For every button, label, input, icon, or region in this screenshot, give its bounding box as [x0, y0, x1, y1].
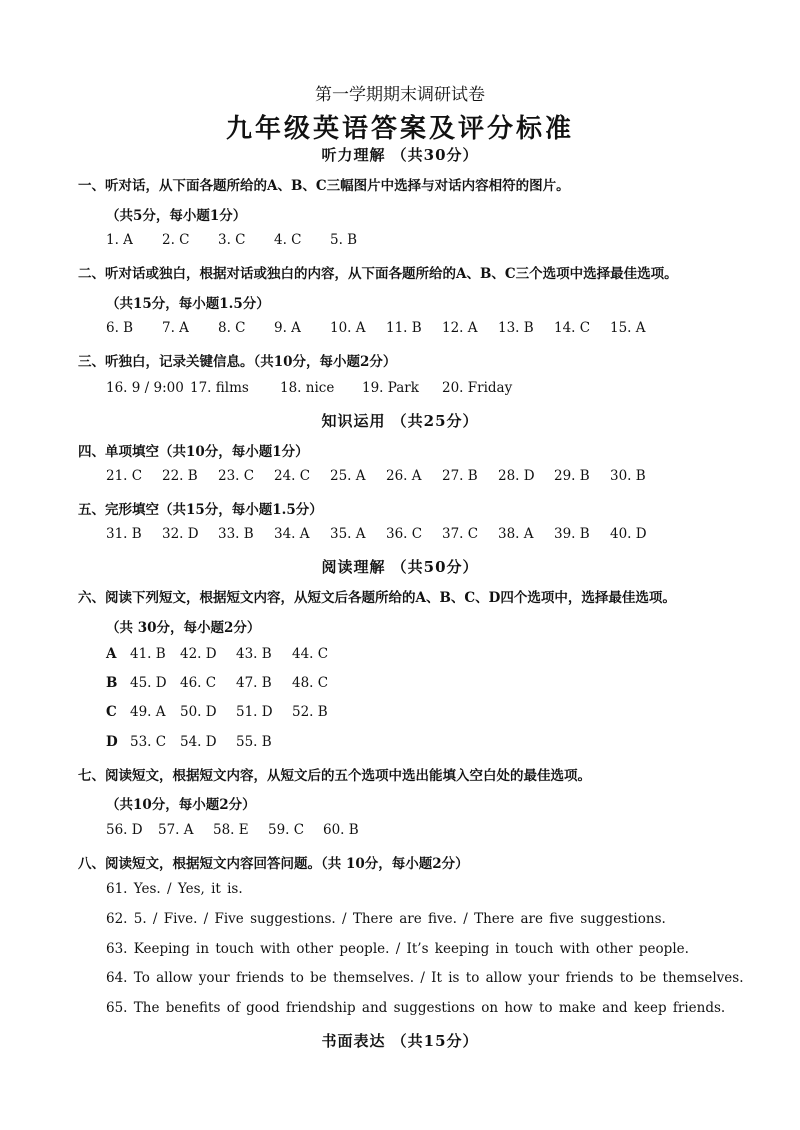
question-2-score: （共15分，每小题1.5分） [106, 296, 270, 312]
answer-item: 32. D [162, 526, 199, 542]
answer-item: 23. C [218, 468, 255, 484]
answer-item: 30. B [610, 468, 646, 484]
answer-item: 46. C [180, 675, 217, 691]
answer-item: 4. C [274, 232, 302, 248]
answer-item: 19. Park [362, 380, 419, 396]
answer-item: 40. D [610, 526, 647, 542]
answer-item: 60. B [323, 822, 359, 838]
answer-item: 35. A [330, 526, 366, 542]
answer-item: 57. A [158, 822, 194, 838]
answer-item: 39. B [554, 526, 590, 542]
question-7-title: 七、阅读短文，根据短文内容，从短文后的五个选项中选出能填入空白处的最佳选项。 [78, 768, 591, 784]
answer-group-b [106, 675, 348, 691]
question-2-title: 二、听对话或独白，根据对话或独白的内容，从下面各题所给的A、B、C三个选项中选择最佳选项。 [78, 266, 678, 282]
section-heading-writing: 书面表达 （共15分） [321, 1032, 479, 1050]
answer-item: 31. B [106, 526, 142, 542]
answer-item: 38. A [498, 526, 534, 542]
answer-group-d [106, 734, 292, 750]
answer-item: 12. A [442, 320, 478, 336]
question-1-title: 一、听对话，从下面各题所给的A、B、C三幅图片中选择与对话内容相符的图片。 [78, 178, 570, 194]
question-1-score: （共5分，每小题1分） [106, 208, 247, 224]
answer-item: 44. C [292, 646, 329, 662]
question-5-title: 五、完形填空（共15分，每小题1.5分） [78, 502, 323, 518]
answer-item: 18. nice [280, 380, 335, 396]
answer-item: 56. D [106, 822, 143, 838]
answer-item: 10. A [330, 320, 366, 336]
answer-item: 9. A [274, 320, 301, 336]
exam-subtitle: 第一学期期末调研试卷 [315, 85, 485, 105]
section-heading-knowledge: 知识运用 （共25分） [321, 412, 479, 430]
answer-row-4 [106, 468, 666, 484]
answer-item: 17. films [190, 380, 249, 396]
group-label: D [106, 734, 118, 750]
question-8-title: 八、阅读短文，根据短文内容回答问题。（共 10分，每小题2分） [78, 856, 469, 872]
section-heading-listening: 听力理解 （共30分） [321, 146, 479, 164]
answer-group-a [106, 646, 348, 662]
page-title: 九年级英语答案及评分标准 [225, 114, 574, 144]
answer-item: 48. C [292, 675, 329, 691]
answer-item: 7. A [162, 320, 189, 336]
answer-item: 54. D [180, 734, 217, 750]
answer-item: 8. C [218, 320, 246, 336]
answer-group-c [106, 704, 348, 720]
answer-item: 58. E [213, 822, 249, 838]
question-3-title: 三、听独白，记录关键信息。（共10分，每小题2分） [78, 354, 397, 370]
answer-item: 55. B [236, 734, 272, 750]
answer-item: 36. C [386, 526, 423, 542]
question-6-title: 六、阅读下列短文，根据短文内容，从短文后各题所给的A、B、C、D四个选项中，选择最佳选项。 [78, 590, 676, 606]
answer-item: 51. D [236, 704, 273, 720]
answer-61: 61. Yes. / Yes, it is. [106, 881, 243, 897]
group-label: C [106, 704, 117, 720]
answer-item: 11. B [386, 320, 422, 336]
answer-65: 65. The benefits of good friendship and suggestions on how to make and keep friends. [106, 1000, 726, 1016]
answer-row-3 [106, 380, 522, 396]
answer-item: 20. Friday [442, 380, 513, 396]
answer-item: 24. C [274, 468, 311, 484]
answer-item: 43. B [236, 646, 272, 662]
answer-item: 47. B [236, 675, 272, 691]
answer-item: 45. D [130, 675, 167, 691]
answer-row-1 [106, 232, 386, 248]
answer-item: 5. B [330, 232, 358, 248]
section-heading-reading: 阅读理解 （共50分） [321, 558, 479, 576]
answer-item: 50. D [180, 704, 217, 720]
answer-row-2 [106, 320, 666, 336]
answer-row-7 [106, 822, 378, 838]
answer-item: 28. D [498, 468, 535, 484]
answer-item: 3. C [218, 232, 246, 248]
answer-item: 52. B [292, 704, 328, 720]
answer-item: 13. B [498, 320, 534, 336]
answer-item: 49. A [130, 704, 166, 720]
answer-item: 21. C [106, 468, 143, 484]
answer-item: 59. C [268, 822, 305, 838]
question-7-score: （共10分，每小题2分） [106, 797, 256, 813]
answer-62: 62. 5. / Five. / Five suggestions. / There are five. / There are five suggestions. [106, 911, 666, 927]
answer-item: 22. B [162, 468, 198, 484]
answer-item: 29. B [554, 468, 590, 484]
answer-item: 14. C [554, 320, 591, 336]
answer-item: 27. B [442, 468, 478, 484]
answer-item: 2. C [162, 232, 190, 248]
answer-item: 37. C [442, 526, 479, 542]
answer-item: 25. A [330, 468, 366, 484]
answer-item: 53. C [130, 734, 167, 750]
question-6-score: （共 30分，每小题2分） [106, 620, 261, 636]
answer-63: 63. Keeping in touch with other people. / It’s keeping in touch with other people. [106, 941, 689, 957]
answer-item: 33. B [218, 526, 254, 542]
answer-item: 42. D [180, 646, 217, 662]
answer-item: 34. A [274, 526, 310, 542]
answer-item: 6. B [106, 320, 134, 336]
group-label: A [106, 646, 117, 662]
group-label: B [106, 675, 118, 691]
answer-item: 16. 9 / 9:00 [106, 380, 184, 396]
answer-row-5 [106, 526, 666, 542]
answer-item: 26. A [386, 468, 422, 484]
question-4-title: 四、单项填空（共10分，每小题1分） [78, 444, 309, 460]
answer-item: 15. A [610, 320, 646, 336]
answer-item: 41. B [130, 646, 166, 662]
answer-64: 64. To allow your friends to be themselves. / It is to allow your friends to be themselves. [106, 970, 744, 986]
answer-item: 1. A [106, 232, 133, 248]
